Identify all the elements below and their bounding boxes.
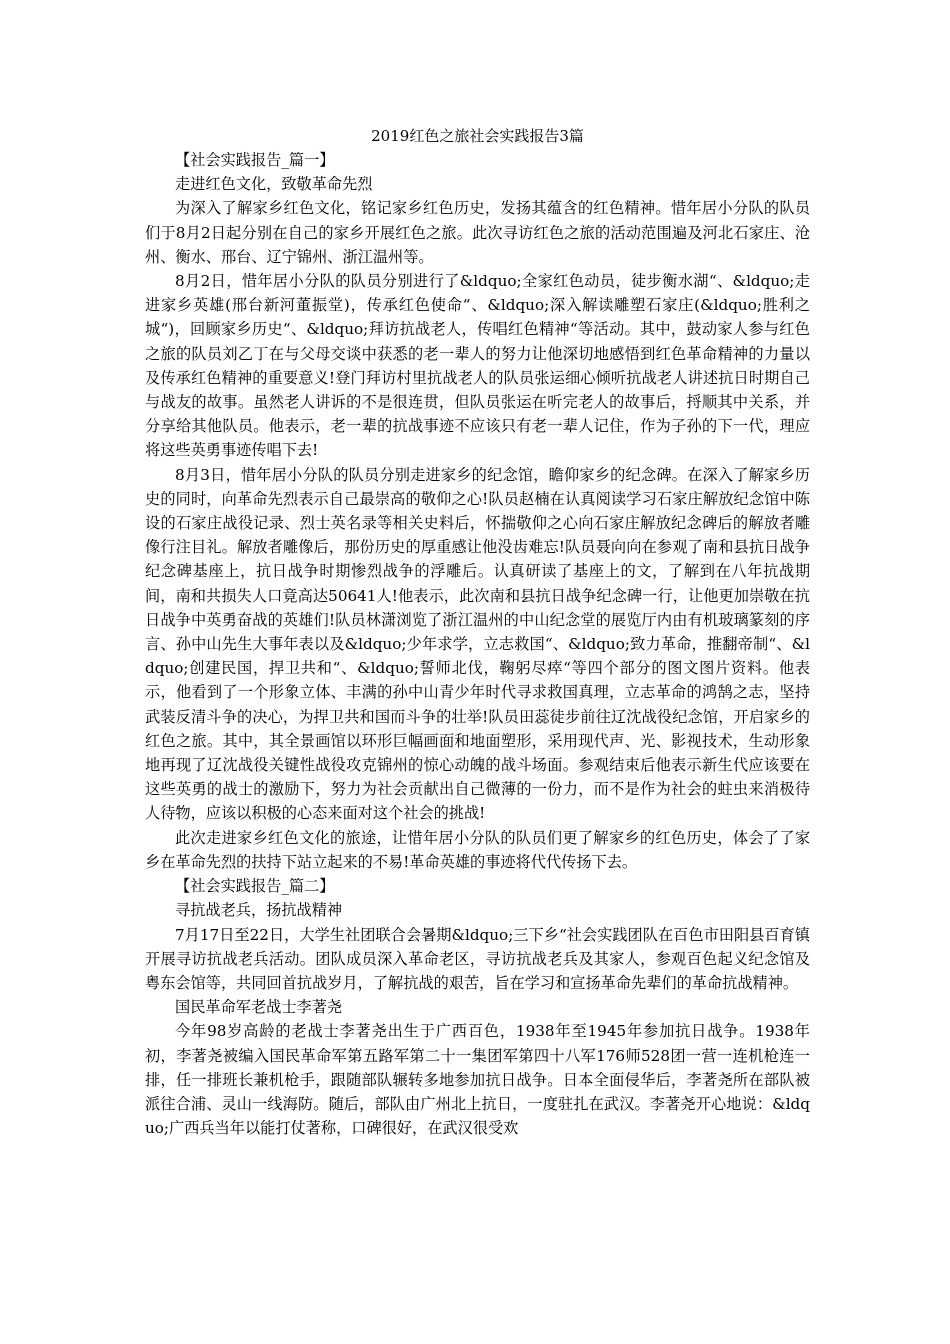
document-page [145, 124, 810, 1140]
document-body [145, 148, 810, 1140]
section-heading-1: 【社会实践报告_篇一】 [175, 151, 335, 169]
subtitle-1: 走进红色文化，致敬革命先烈 [175, 175, 373, 194]
document-title: 2019红色之旅社会实践报告3篇 [371, 127, 584, 145]
paragraph-3: 8月3日，惜年居小分队的队员分别走进家乡的纪念馆，瞻仰家乡的纪念碑。在深入了解家乡历史的同时，向革命先烈表示自己最崇高的敬仰之心!队员赵楠在认真阅读学习石家庄解放纪念馆中陈设的石家庄战役记录、烈士英名录等相关史料后，怀揣敬仰之心向石家庄解放纪念碑后的解放者雕像行注目礼。解放者雕像后，那份历史的厚重感让他没齿难忘!队员聂向向在参观了南和县抗日战争纪念碑基座上，抗日战争时期惨烈战争的浮雕后。认真研读了基座上的文，了解到在八年抗战期间，南和共损失人口竟高达50641人!他表示，此次南和县抗日战争纪念碑一行，让他更加崇敬在抗日战争中英勇奋战的英雄们!队员林潇浏览了浙江温州的中山纪念堂的展览厅内由有机玻璃篆刻的序言、孙中山先生大事年表以及&ldquo;少年求学，立志救国“、&ldquo;致力革命，推翻帝制“、&ldquo;创建民国，捍卫共和“、&ldquo;誓师北伐，鞠躬尽瘁“等四个部分的图文图片资料。他表示，他看到了一个形象立体、丰满的孙中山青少年时代寻求救国真理，立志革命的鸿鹄之志，坚持武装反清斗争的决心，为捍卫共和国而斗争的壮举!队员田蕊徒步前往辽沈战役纪念馆，开启家乡的红色之旅。其中，其全景画馆以环形巨幅画面和地面塑形，采用现代声、光、影视技术，生动形象地再现了辽沈战役关键性战役攻克锦州的惊心动魄的战斗场面。参观结束后他表示新生代应该要在这些英勇的战士的激励下，努力为社会贡献出自己微薄的一份力，而不是作为社会的蛀虫来消极待人待物，应该以积极的心态来面对这个社会的挑战! [145, 465, 810, 823]
paragraph-1: 为深入了解家乡红色文化，铭记家乡红色历史，发扬其蕴含的红色精神。惜年居小分队的队员们于8月2日起分别在自己的家乡开展红色之旅。此次寻访红色之旅的活动范围遍及河北石家庄、沧州、衡水、邢台、辽宁锦州、浙江温州等。 [145, 199, 810, 266]
paragraph-4: 此次走进家乡红色文化的旅途，让惜年居小分队的队员们更了解家乡的红色历史，体会了了家乡在革命先烈的扶持下站立起来的不易!革命英雄的事迹将代代传扬下去。 [145, 828, 810, 871]
subtitle-2: 寻抗战老兵，扬抗战精神 [175, 901, 343, 920]
paragraph-5: 7月17日至22日，大学生社团联合会暑期&ldquo;三下乡“社会实践团队在百色市田阳县百育镇开展寻访抗战老兵活动。团队成员深入革命老区，寻访抗战老兵及其家人，参观百色起义纪念馆及粤东会馆等，共同回首抗战岁月，了解抗战的艰苦，旨在学习和宣扬革命先辈们的革命抗战精神。 [145, 925, 810, 992]
subtitle-3: 国民革命军老战士李著尧 [175, 998, 343, 1017]
paragraph-2: 8月2日，惜年居小分队的队员分别进行了&ldquo;全家红色动员，徒步衡水湖“、&ldquo;走进家乡英雄(邢台新河董振堂)，传承红色使命“、&ldquo;深入解读雕塑石家庄(&ldquo;胜利之城“)，回顾家乡历史“、&ldquo;拜访抗战老人，传唱红色精神“等活动。其中，鼓动家人参与红色之旅的队员刘乙丁在与父母交谈中获悉的老一辈人的努力让他深切地感悟到红色革命精神的力量以及传承红色精神的重要意义!登门拜访村里抗战老人的队员张运细心倾听抗战老人讲述抗日时期自己与战友的故事。虽然老人讲诉的不是很连贯，但队员张运在听完老人的故事后，捋顺其中关系，并分享给其他队员。他表示，老一辈的抗战事迹不应该只有老一辈人记住，作为子孙的下一代，理应将这些英勇事迹传唱下去! [145, 272, 810, 460]
paragraph-6: 今年98岁高龄的老战士李著尧出生于广西百色，1938年至1945年参加抗日战争。1938年初，李著尧被编入国民革命军第五路军第二十一集团军第四十八军176师528团一营一连机枪连一排，任一排班长兼机枪手，跟随部队辗转多地参加抗日战争。日本全面侵华后，李著尧所在部队被派往合浦、灵山一线海防。随后，部队由广州北上抗日，一度驻扎在武汉。李著尧开心地说：&ldquo;广西兵当年以能打仗著称，口碑很好，在武汉很受欢 [145, 1022, 810, 1138]
section-heading-2: 【社会实践报告_篇二】 [175, 877, 335, 896]
